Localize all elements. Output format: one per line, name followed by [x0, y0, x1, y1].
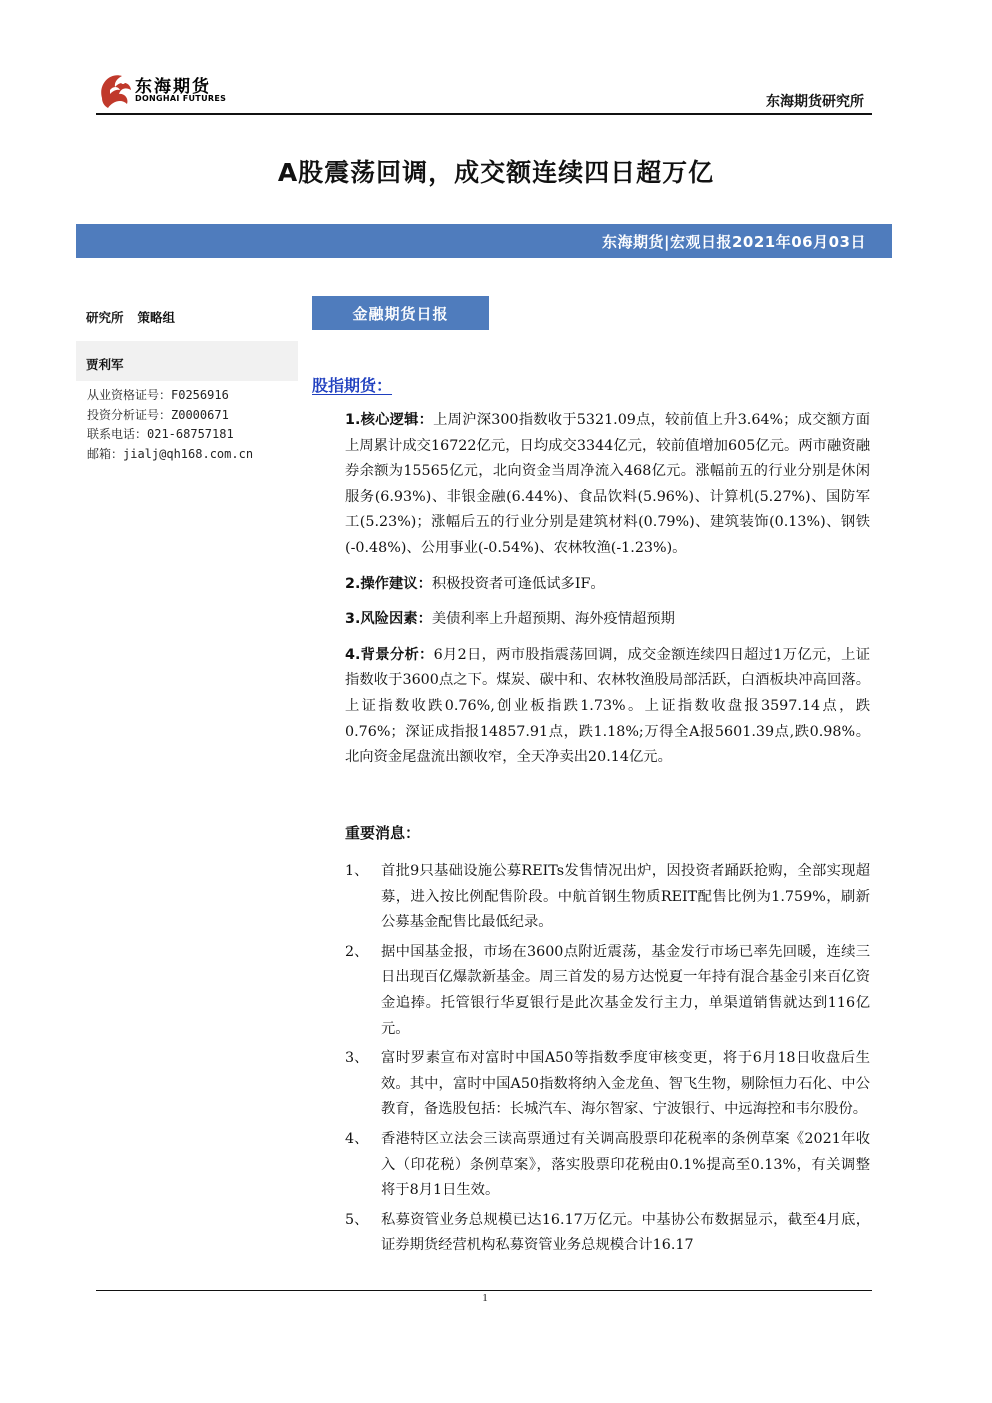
banner-text: 东海期货|宏观日报2021年06月03日 [602, 233, 866, 251]
section-tab [312, 296, 489, 330]
author-contact [87, 386, 253, 464]
report-title: A股震荡回调，成交额连续四日超万亿 [277, 158, 715, 187]
paragraph-suggestion [345, 572, 870, 598]
header-institute: 东海期货研究所 [766, 94, 864, 110]
cert-qualification: 从业资格证号：F0256916 [87, 388, 229, 402]
list-item [345, 859, 870, 936]
paragraph-text: 美债利率上升超预期、海外疫情超预期 [431, 611, 675, 628]
paragraph-text: 6月2日，两市股指震荡回调，成交金额连续四日超过1万亿元，上证指数收于3600点之下。煤炭、碳中和、农林牧渔股局部活跃，白酒板块冲高回落。上证指数收跌0.76%,创业板指跌1.73%。上证指数收盘报3597.14点，跌0.76%；深证成指报14857.91点，跌1.18%;万得全A报5601.39点,跌0.98%。北向资金尾盘流出额收窄，全天净卖出20.14亿元。 [345, 646, 870, 766]
header-divider [96, 113, 872, 115]
list-number: 1、 [345, 863, 369, 879]
subsection-heading: 股指期货： [312, 376, 393, 395]
list-number: 3、 [345, 1050, 369, 1067]
list-item [345, 1208, 870, 1259]
main-content [345, 408, 870, 771]
list-text: 据中国基金报，市场在3600点附近震荡，基金发行市场已率先回暖，连续三日出现百亿爆款新基金。周三首发的易方达悦夏一年持有混合基金引来百亿资金追捧。托管银行华夏银行是此次基金发行主力，单渠道销售就达到116亿元。 [381, 943, 870, 1037]
footer-divider [96, 1290, 872, 1291]
paragraph-label: 3.风险因素： [345, 611, 432, 628]
author-name: 贾利军 [86, 357, 124, 372]
contact-phone: 联系电话：021-68757181 [87, 427, 234, 441]
department-label [86, 308, 175, 326]
list-text: 香港特区立法会三读高票通过有关调高股票印花税率的条例草案《2021年收入（印花税）条例草案》，落实股票印花税由0.1%提高至0.13%，有关调整将于8月1日生效。 [381, 1130, 870, 1199]
list-item [345, 1046, 870, 1123]
group-name: 策略组 [137, 310, 176, 325]
list-item [345, 1127, 870, 1204]
paragraph-risk [345, 607, 870, 633]
list-number: 4、 [345, 1130, 369, 1147]
paragraph-label: 2.操作建议： [345, 575, 432, 592]
paragraph-text: 上周沪深300指数收于5321.09点，较前值上升3.64%；成交额方面上周累计成交16722亿元，日均成交3344亿元，较前值增加605亿元。两市融资融券余额为15565亿元，北向资金当周净流入468亿元。涨幅前五的行业分别是休闲服务(6.93%)、非银金融(6.44%)、食品饮料(5.96%)、计算机(5.27%)、国防军工(5.23%)；涨幅后五的行业分别是建筑材料(0.79%)、建筑装饰(0.13%)、钢铁(-0.48%)、公用事业(-0.54%)、农林牧渔(-1.23%)。 [345, 412, 870, 556]
list-text: 首批9只基础设施公募REITs发售情况出炉，因投资者踊跃抢购，全部实现超募，进入按比例配售阶段。中航首钢生物质REIT配售比例为1.759%，刷新公募基金配售比最低纪录。 [381, 863, 870, 931]
dept-name: 研究所 [86, 310, 124, 325]
paragraph-text: 积极投资者可逢低试多IF。 [431, 575, 605, 592]
paragraph-background [345, 643, 870, 771]
list-number: 2、 [345, 943, 369, 960]
paragraph-label: 4.背景分析： [345, 646, 434, 663]
paragraph-core-logic [345, 408, 870, 562]
author-bar [76, 341, 298, 381]
list-number: 5、 [345, 1211, 369, 1228]
logo-text-cn: 东海期货 [135, 77, 211, 97]
logo-text-en: DONGHAI FUTURES [135, 94, 227, 103]
list-item [345, 940, 870, 1042]
list-text: 富时罗素宣布对富时中国A50等指数季度审核变更，将于6月18日收盘后生效。其中，富时中国A50指数将纳入金龙鱼、智飞生物，剔除恒力石化、中公教育，备选股包括：长城汽车、海尔智家、宁波银行、中远海控和韦尔股份。 [381, 1050, 870, 1118]
cert-analysis: 投资分析证号：Z0000671 [87, 407, 229, 422]
list-text: 私募资管业务总规模已达16.17万亿元。中基协公布数据显示，截至4月底，证券期货经营机构私募资管业务总规模合计16.17 [381, 1211, 870, 1254]
page-number: 1 [482, 1292, 488, 1304]
report-banner [76, 224, 892, 258]
contact-email: 邮箱：jialj@qh168.com.cn [87, 446, 254, 461]
section-tab-label: 金融期货日报 [352, 305, 449, 323]
news-heading: 重要消息： [345, 824, 421, 842]
paragraph-label: 1.核心逻辑： [345, 412, 434, 428]
news-list [345, 859, 870, 1263]
